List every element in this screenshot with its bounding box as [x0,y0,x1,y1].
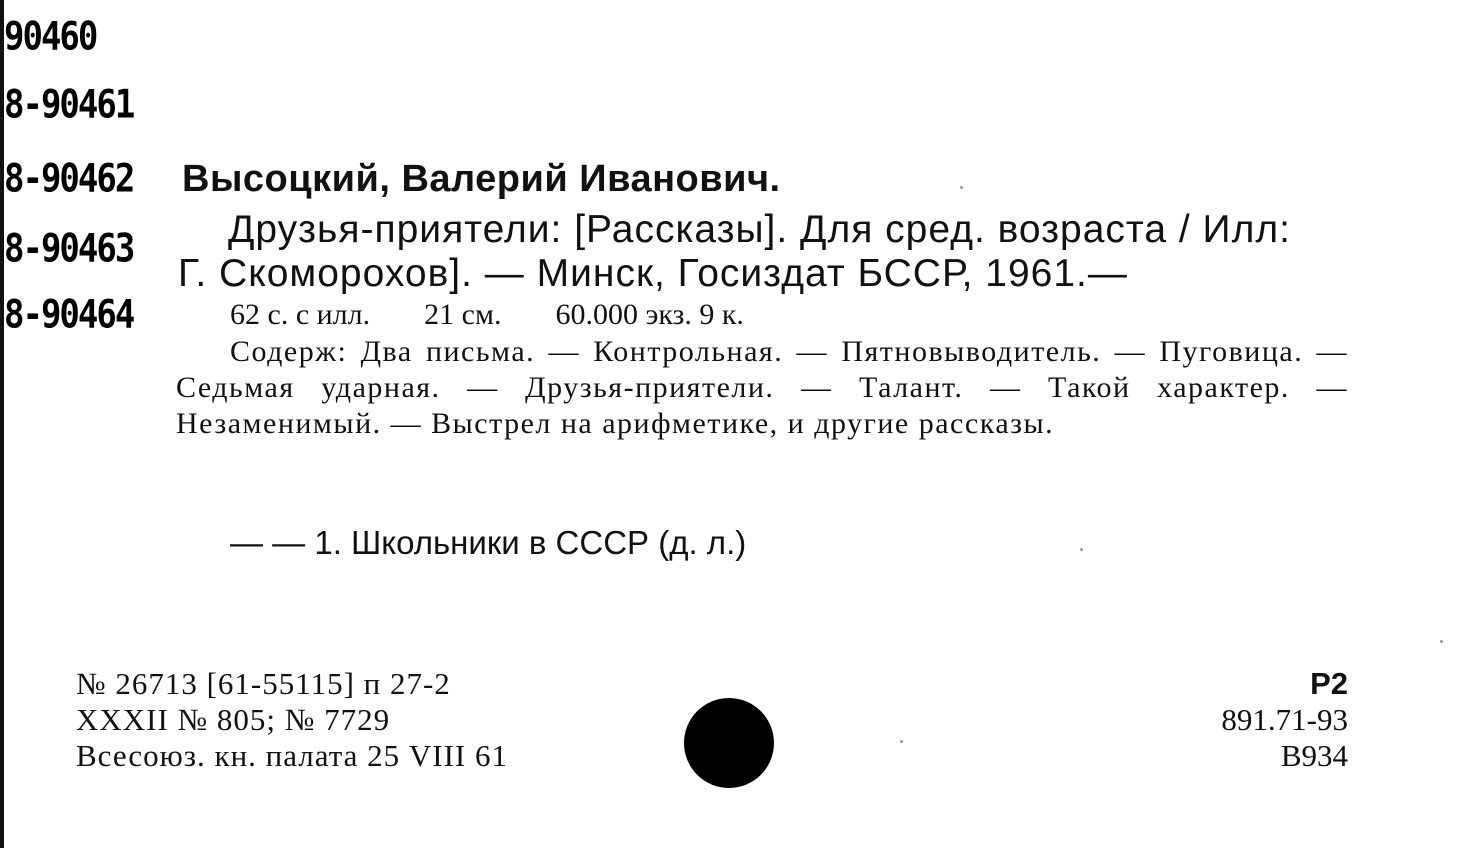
footer-left-line-3: Всесоюз. кн. палата 25 VIII 61 [76,738,509,773]
speck [1080,548,1083,551]
handwritten-number-1: 90460 [4,14,97,60]
footer-left-line-2: XXXII № 805; № 7729 [76,702,391,737]
contents-text: Содерж: Два письма. — Контрольная. — Пятновыводитель. — Пуговица. — Седьмая ударная. — Друзья-приятели. — Талант. — Такой характер. — Незаменимый. — Выстрел на арифметике, и другие рассказы. [176,335,1348,440]
collation-pages: 62 с. с илл. [230,298,371,331]
footer-right [1221,666,1348,774]
collation-size: 21 см. [424,298,502,331]
collation-copies-price: 60.000 экз. 9 к. [555,298,744,331]
speck [900,740,903,743]
handwritten-number-5: 8-90464 [4,292,134,338]
handwritten-number-4: 8-90463 [4,226,134,272]
subject-heading: — — 1. Школьники в СССР (д. л.) [230,524,747,561]
handwritten-number-3: 8-90462 [4,156,134,202]
handwritten-number-2: 8-90461 [4,82,134,128]
speck [960,186,963,189]
author-heading: Высоцкий, Валерий Иванович. [182,158,781,200]
footer-left-line-1: № 26713 [61-55115] п 27-2 [76,666,451,701]
title-line-2: Г. Скоморохов]. — Минск, Госиздат БССР, 1961.— [178,252,1128,295]
speck [1440,640,1443,643]
udc-code: 891.71-93 [1221,702,1348,737]
author-mark: В934 [1280,738,1348,773]
footer-left [76,666,508,774]
collation [230,298,798,332]
contents-note [176,334,1348,442]
punch-hole [684,698,774,788]
title-line-1: Друзья-приятели: [Рассказы]. Для сред. возраста / Илл: [228,208,1291,251]
classification-code: Р2 [1310,666,1348,701]
